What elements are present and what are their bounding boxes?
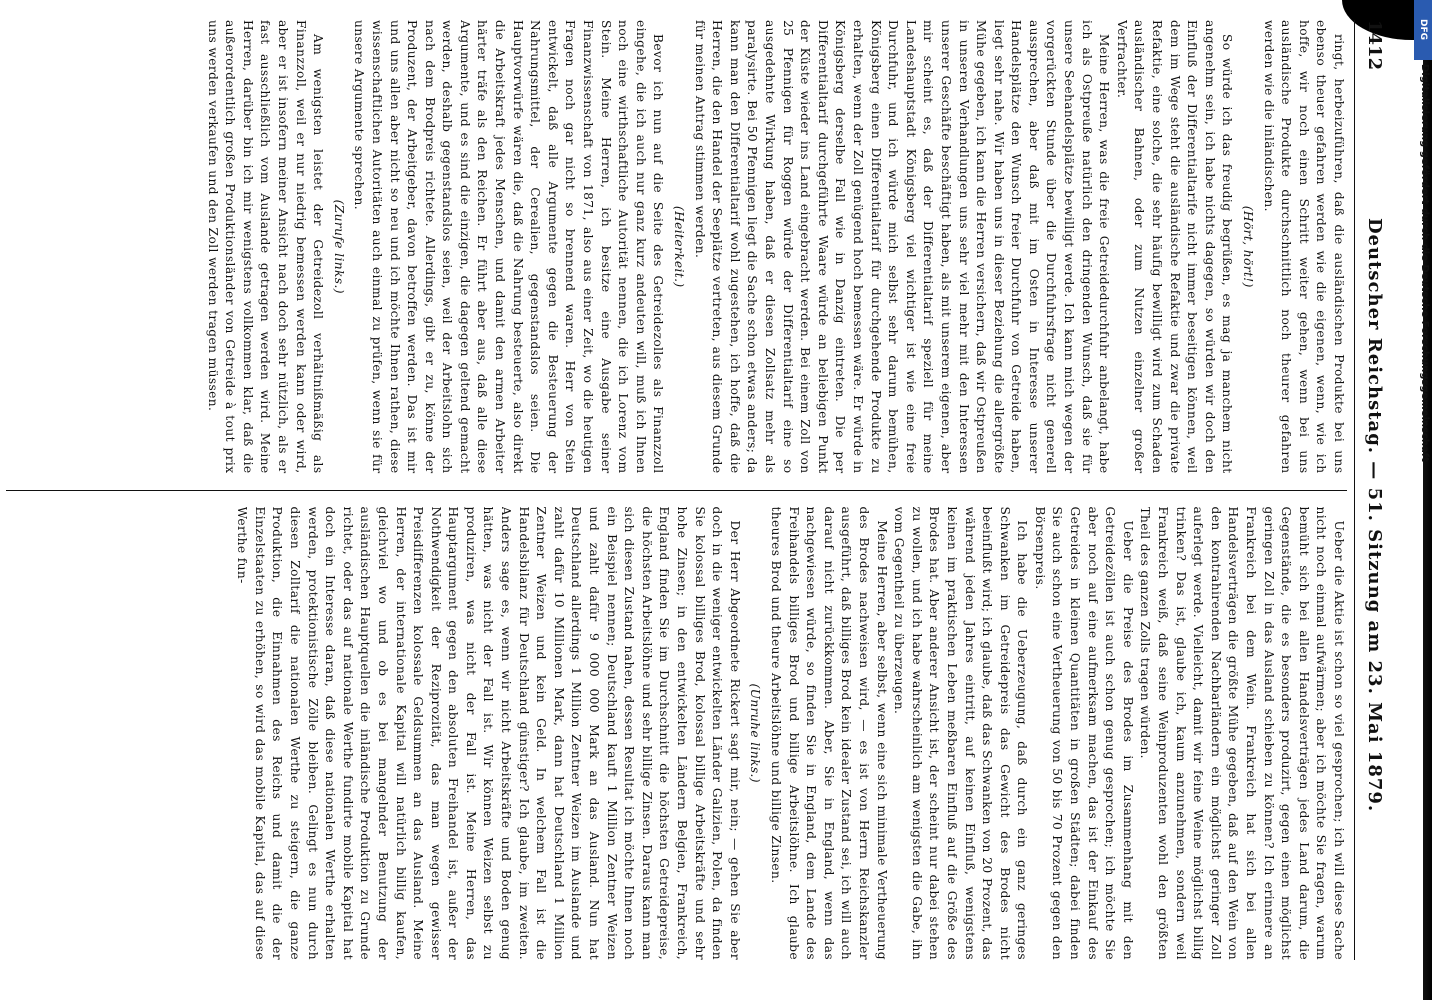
paragraph: Ich habe die Ueberzeugung, daß durch ein ganz geringes Schwanken im Getreidepreis das Gewicht des Brodes nicht beeinflußt wird; ich glaube, daß das Schwanken von 20 Prozent, das während jeden Jahres eintritt, auf keinen Einfluß, wenigstens keinen im praktischen Leben meßbaren Einfluß auf die Größe des Brodes hat. Aber anderer Ansicht ist, der scheint nur dabei stehen zu wollen, und ich habe wahrscheinlich am wenigsten die Gabe, ihn vom Gegentheil zu überzeugen. <box>892 506 1030 960</box>
paragraph: So würde ich das freudig begrüßen, es mag ja manchem nicht angenehm sein, ich habe nichts dagegen, so würden wir doch den Einfluß der Differentialtarife nicht immer beseitigen können, weil dem im Wege steht die ausländische Refaktie und zwar die private Refaktie, eine solche, die sehr häufig bewilligt wird zum Schaden ausländischer Bahnen, oder zum Nutzen einzelner großer Verfrachter. <box>1114 20 1235 474</box>
paragraph: ringt, herbeizuführen, daß die ausländischen Produkte bei uns ebenso theuer gefahren werden wie die eigenen, wenn, wie ich hoffe, wir noch einen Schritt weiter gehen, wenn bei uns ausländische Produkte durchschnittlich noch theurer gefahren werden wie die inländischen. <box>1261 20 1346 474</box>
page-content <box>0 20 1395 960</box>
running-header <box>1354 20 1395 960</box>
paragraph: Meine Herren, was die freie Getreidedurchfuhr anbelangt, habe ich als Ostpreuße natürlich den dringenden Wunsch, daß sie für unsere Seehandelsplätze bewilligt werde. Ich kann mich wegen der vorgerückten Stunde über die Durchfuhrsfrage nicht generell aussprechen, aber daß mit im Osten in Interesse unserer Handelsplätze den Wunsch freier Durchfuhr von Getreide haben, liegt sehr nahe. Wir haben uns in dieser Beziehung die allergrößte Mühe gegeben, ich kann die Herren versichern, daß wir Ostpreußen in unseren Verhandlungen uns sehr viel mehr mit den Interessen unserer Geschäfte beschäftigt haben, als mit unserem eigenen, aber mir scheint es, daß der Differentialtarif speziell für meine Landeshauptstadt Königsberg viel wichtiger ist wie eine freie Durchfuhr, und ich würde mich selbst sehr darum bemühen, Königsberg einen Differentialtarif für durchgehende Produkte zu erhalten, wenn der Zoll genügend hoch bemessen wäre. Er würde in Königsberg derselbe Fall wie in Danzig eintreten. Die per Differentialtarif durchgeführte Waare würde an beliebigen Punkt der Küste wieder ins Land eingebracht werden. Bei einem Zoll von 25 Pfennigen für Roggen würde der Differentialtarif eine so ausgedehnte Wirkung haben, daß er diesen Zollsatz mehr als paralysirte. Bei 50 Pfennigen liegt die Sache schon etwas anders; da kann man den Differentialtarif wohl zugestehen, ich hoffe, daß die Herren, die den Handel der Seeplätze vertreten, aus diesem Grunde für meinen Antrag stimmen werden. <box>692 20 1112 474</box>
right-column <box>6 507 1347 961</box>
paragraph: (Heiterkeit.) <box>672 205 687 288</box>
paragraph: Der Herr Abgeordnete Rickert sagt mir, nein; — gehen Sie aber doch in die weniger entwickelten Länder Galizien, Polen, da finden Sie kolossal billiges Brod, kolossal billige Arbeitskräfte und sehr hohe Zinsen; in den entwickelten Ländern Belgien, Frankreich, England finden Sie im Durchschnitt die höchsten Getreidepreise, die höchsten Arbeitslöhne und sehr billige Zinsen. Daraus kann man sich diesen Zustand nahen, dessen Resultat ich möchte Ihnen noch ein Beispiel nennen; Deutschland kauft 1 Million Zentner Weizen und zahlt dafür 9 000 000 Mark an das Ausland. Nun hat Deutschland allerdings 1 Million Zentner Weizen im Auslande und zahlt dafür 10 Millionen Mark, dann hat Deutschland 1 Million Zentner Weizen und kein Geld. In welchem Fall ist die Handelsbilanz für Deutschland günstiger? Ich glaube, im zweiten. Anders sage es, wenn wir nicht Arbeitskräfte und Boden genug hätten, was nicht der Fall ist. Wir können Weizen selbst zu produziren, was nicht der Fall ist. Meine Herren, das Hauptargument gegen den absoluten Freihandel ist, außer der Nothwendigkeit der Reziprozität, das man wegen gewisser Preisdifferenzen kolossale Geldsummen an das Ausland. Meine Herren, der internationale Kapital will natürlich billig kaufen, gleichviel wo und ob es bei mangelnder Benutzung der ausländischen Hauptquellen die inländische Produktion zu Grunde richtet, oder das auf nationale Werthe fundirte mobile Kapital hat doch ein Interesse daran, daß diese nationalen Werthe erhalten werden, protektionistische Zölle bleiben. Gelingt es nun durch diesen Zolltarif die nationalen Werthe zu steigern, die ganze Produktion, die Einnahmen des Reichs und damit die der Einzelstaaten zu erhöhen, so wird das mobile Kapital, das auf diese Werthe fun- <box>235 506 742 960</box>
paragraph: Am wenigsten leistet der Getreidezoll verhältnißmäßig als Finanzzoll, weil er nur niedrig bemessen werden kann oder wird, aber er ist insofern meiner Ansicht nach doch sehr nützlich, als er fast ausschließlich vom Auslande getragen werden wird. Meine Herren, darüber bin ich mir wenigstens vollkommen klar, daß die außerordentlich großen Produktionsländer von Getreide à tout prix uns werden verkaufen und den Zoll werden tragen müssen. <box>205 20 326 474</box>
column-divider <box>6 490 1347 491</box>
page-number: 1412 <box>1364 20 1386 71</box>
left-column <box>6 20 1347 474</box>
dfg-credit: Digitalisierung gefördert durch die Deutsche Forschungsgemeinschaft <box>1419 64 1430 462</box>
text-columns <box>6 20 1347 960</box>
dfg-logo: DFG <box>1414 0 1432 60</box>
paragraph: (Zurufe links.) <box>331 199 346 294</box>
paragraph: Bevor ich nun auf die Seite des Getreidezolles als Finanzzoll eingehe, die ich auch nur ganz kurz andeuten will, muß ich Ihnen noch eine wirthschaftliche Autorität nennen, die ich Lorenz vom Stein. Meine Herren, ich besitze eine Ausgabe seiner Finanzwissenschaft von 1871, also aus einer Zeit, wo die heutigen Fragen noch gar nicht so brennend waren. Herr von Stein entwickelt, daß alle Argumente gegen die Besteuerung der Nahrungsmittel, der Cerealien, gegenstandslos seien. Die Hauptvorwürfe wären die, daß die Nahrung besteuerte, also direkt die Arbeitskraft jedes Menschen, und damit den armen Arbeiter härter träfe als den Reichen. Er führt aber aus, daß alle diese Argumente, und es sind die einzigen, die dagegen geltend gemacht werden, deshalb gegenstandslos seien, weil der Arbeitslohn sich nach dem Brodpreis richtete. Allerdings, gibt er zu, könne der Produzent, der Arbeitgeber, davon betroffen werden. Das ist mir und uns allen aber nicht so neu und ich möchte Ihnen rathen, diese wissenschaftlichen Autoritäten auch einmal zu prüfen, wenn sie für unsere Argumente sprechen. <box>352 20 666 474</box>
paragraph: Ueber die Preise des Brodes im Zusammenhang mit den Getreidezöllen ist auch schon genug gesprochen; ich möchte Sie aber noch auf eine aufmerksam machen, das ist der Einkauf des Getreides in kleinen Quantitäten in großen Städten; dabei finden Sie auch schon eine Vertheuerung von 50 bis 70 Prozent gegen den Börsenpreis. <box>1032 506 1135 960</box>
paragraph: Meine Herren, aber selbst, wenn eine sich minimale Vertheuerung des Brodes nachweisen wird, — es ist von Herrn Reichskanzler ausgeführt, daß billiges Brod kein idealer Zustand sei, ich will auch darauf nicht zurückkommen. Aber, Sie in England, wenn das nachgewiesen würde, so finden Sie in England, dem Lande des Freihandels billiges Brod und billige Arbeitslöhne. Ich glaube theures Brod und theure Arbeitslöhne und billige Zinsen. <box>769 506 889 960</box>
paragraph: (Hört, hört!) <box>1241 205 1256 288</box>
paragraph: Ueber die Aktie ist schon so viel gesprochen; ich will diese Sache nicht noch einmal aufwärmen; aber ich möchte Sie fragen, warum bemüht sich bei allen Handelsverträgen jedes Land darum, die Gegenstände, die es besonders produzirt, gegen einen möglichst geringen Zoll in das Ausland schieben zu können? Ich erinnere an Frankreich bei dem Wein. Frankreich hat sich bei allen Handelsverträgen die größte Mühe gegeben, daß auf den Wein von den kontrahirenden Nachbarländern ein möglichst geringer Zoll auferlegt werde. Vielleicht, damit wir feine Weine möglichst billig trinken? Das ist, glaube ich, kaum anzunehmen, sondern weil Frankreich weiß, daß seine Weinproduzenten wohl den größten Theil des ganzen Zolls tragen würden. <box>1138 506 1346 960</box>
page-title: Deutscher Reichstag. — 51. Sitzung am 23. Mai 1879. <box>1364 217 1386 813</box>
paragraph: (Unruhe links.) <box>748 683 763 783</box>
